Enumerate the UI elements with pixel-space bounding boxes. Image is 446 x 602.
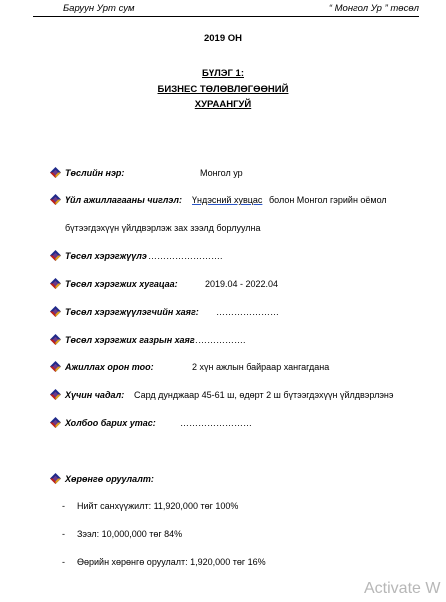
header-left-text: Баруун Урт сум (63, 3, 135, 14)
implementer-address-label: Төсөл хэрэгжүүлэгчийн хаяг: (65, 307, 199, 317)
dash-marker: - (62, 529, 65, 539)
contact-label: Холбоо барих утас: (65, 418, 156, 428)
diamond-bullet-icon (50, 167, 61, 178)
total-funding-text: Нийт санхүүжилт: 11,920,000 төг 100% (77, 501, 239, 511)
cost-dots: ……………………. (148, 251, 223, 261)
year-title: 2019 ОН (203, 33, 243, 44)
jobs-value: 2 хүн ажлын байраар хангагдана (192, 362, 330, 372)
investment-label: Хөрөнгө оруулалт: (65, 474, 154, 484)
activation-watermark: Activate W (364, 580, 441, 597)
dash-marker: - (62, 557, 65, 567)
implementation-area-dots: ………………. (189, 335, 246, 345)
diamond-bullet-icon (50, 250, 61, 261)
project-name-value: Монгол ур (200, 168, 243, 178)
diamond-bullet-icon (50, 334, 61, 345)
activity-label: Үйл ажиллагааны чиглэл: (65, 195, 182, 205)
diamond-bullet-icon (50, 473, 61, 484)
diamond-bullet-icon (50, 306, 61, 317)
cost-label: Төсөл хэрэгжүүлэ (65, 251, 147, 261)
page-header (33, 2, 419, 17)
business-plan-title: БИЗНЕС ТӨЛӨВЛӨГӨӨНИЙ (157, 84, 289, 95)
own-investment-text: Өөрийн хөрөнгө оруулалт: 1,920,000 төг 16% (77, 557, 266, 567)
chapter-title: БҮЛЭГ 1: (201, 68, 244, 79)
duration-label: Төсөл хэрэгжих хугацаа: (65, 279, 178, 289)
implementation-area-label: Төсөл хэрэгжих газрын хаяг (65, 335, 195, 345)
activity-value-line2: бүтээгдэхүүн үйлдвэрлэж зах зээлд борлуулна (65, 223, 261, 233)
contact-dots: …………………… (180, 418, 252, 428)
capacity-value: Сард дунджаар 45-61 ш, өдөрт 2 ш бүтээгдэхүүн үйлдвэрлэнэ (134, 390, 394, 400)
loan-text: Зээл: 10,000,000 төг 84% (77, 529, 183, 539)
diamond-bullet-icon (50, 361, 61, 372)
project-name-label: Төслийн нэр: (65, 168, 125, 178)
capacity-label: Хүчин чадал: (65, 390, 125, 400)
dash-marker: - (62, 501, 65, 511)
duration-value: 2019.04 - 2022.04 (205, 279, 279, 289)
implementer-address-dots: ………………… (216, 307, 279, 317)
activity-value-underlined: Үндэсний хувцас (192, 195, 263, 205)
header-right-text: “ Монгол Ур ” төсөл (328, 3, 419, 14)
summary-title: ХУРААНГУЙ (194, 99, 252, 110)
diamond-bullet-icon (50, 278, 61, 289)
diamond-bullet-icon (50, 194, 61, 205)
activity-value-rest: болон Монгол гэрийн оёмол (269, 195, 387, 205)
diamond-bullet-icon (50, 389, 61, 400)
jobs-label: Ажиллах орон тоо: (65, 362, 154, 372)
diamond-bullet-icon (50, 417, 61, 428)
